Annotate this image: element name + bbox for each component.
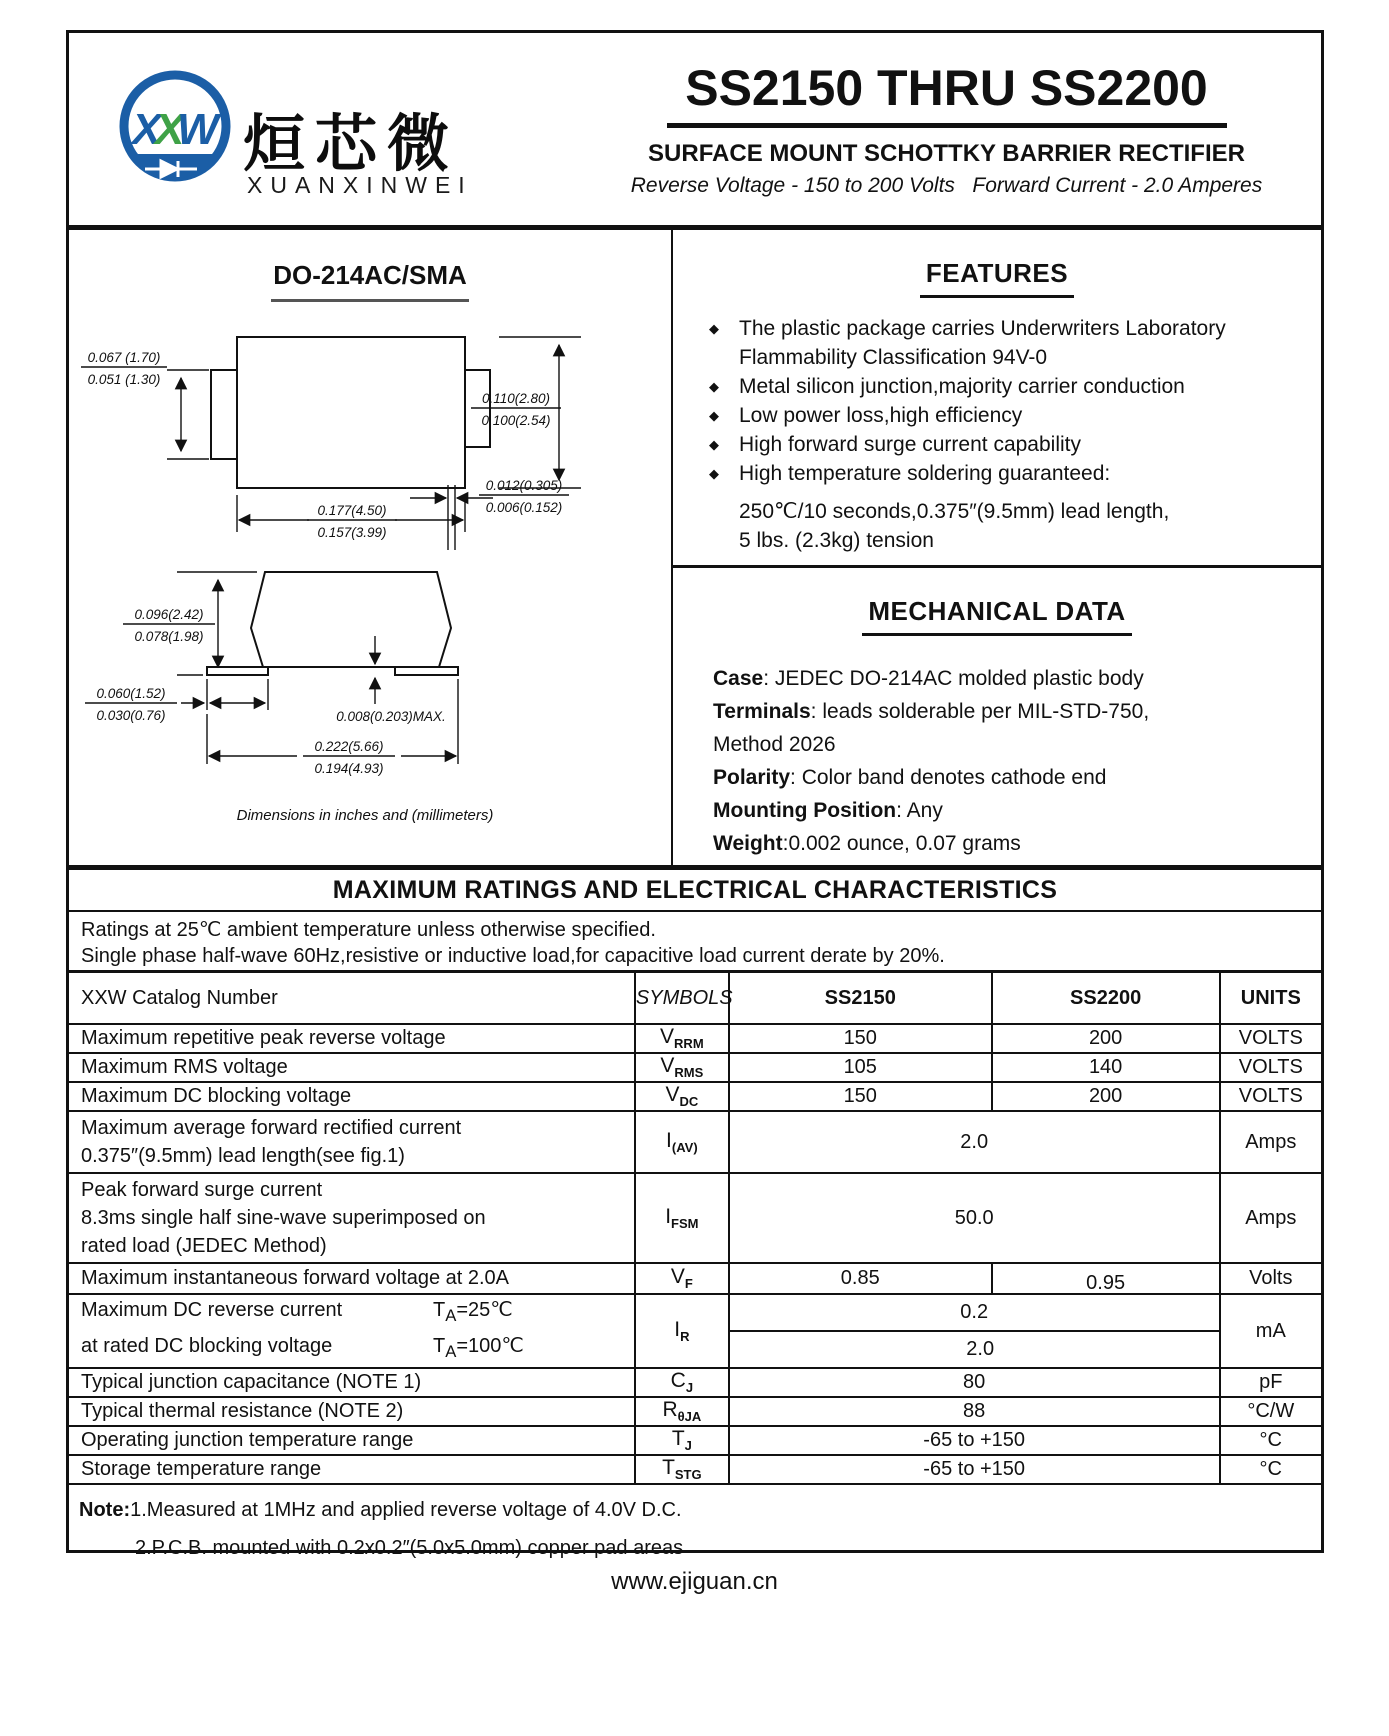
feature-item: ◆ High temperature soldering guaranteed: (709, 459, 1321, 488)
bullet-icon (709, 526, 739, 555)
svg-text:0.067 (1.70): 0.067 (1.70) (87, 350, 161, 365)
svg-text:0.030(0.76): 0.030(0.76) (96, 708, 166, 723)
package-name-heading: DO-214AC/SMA (69, 260, 671, 302)
table-row-tstg: Storage temperature range $T_{STG}$ -65 to +150 °C (69, 1455, 1321, 1484)
dim-body-height (471, 337, 581, 488)
svg-text:0.096(2.42): 0.096(2.42) (134, 607, 204, 622)
dim-profile-height (123, 572, 257, 675)
bullet-icon: ◆ (709, 321, 719, 336)
svg-text:0.060(1.52): 0.060(1.52) (96, 686, 166, 701)
table-row-vrrm: Maximum repetitive peak reverse voltage $V_{RRM}$ 150 200 VOLTS (69, 1024, 1321, 1053)
package-side-view-drawing (69, 478, 673, 838)
features-heading: FEATURES (673, 258, 1321, 298)
notes-section (69, 1485, 1321, 1563)
header (69, 33, 1321, 230)
feature-item: ◆ Low power loss,high efficiency (709, 401, 1321, 430)
ratings-conditions (69, 912, 1321, 973)
feature-item: 5 lbs. (2.3kg) tension (709, 526, 1321, 555)
package-body-top-view (211, 337, 490, 488)
feature-item: ◆ High forward surge current capability (709, 430, 1321, 459)
mechanical-line: Terminals: leads solderable per MIL-STD-750, (713, 700, 1150, 723)
table-row-vdc: Maximum DC blocking voltage $V_{DC}$ 150 200 VOLTS (69, 1082, 1321, 1111)
device-subtitle: SURFACE MOUNT SCHOTTKY BARRIER RECTIFIER (648, 140, 1245, 167)
svg-text:0.006(0.152): 0.006(0.152) (485, 500, 563, 515)
table-row-rthja: Typical thermal resistance (NOTE 2) $R_{\theta JA}$ 88 °C/W (69, 1397, 1321, 1426)
note-2: 2.P.C.B. mounted with 0.2x0.2″(5.0x5.0mm) copper pad areas (135, 1537, 684, 1559)
mechanical-data-section (673, 568, 1321, 865)
part1-header-cell: SS2150 (729, 973, 992, 1024)
feature-item: Flammability Classification 94V-0 (709, 343, 1321, 372)
units-header-cell: UNITS (1220, 973, 1321, 1024)
svg-text:0.008(0.203)MAX.: 0.008(0.203)MAX. (336, 709, 446, 724)
bullet-icon: ◆ (709, 437, 719, 452)
svg-text:0.012(0.305): 0.012(0.305) (485, 478, 563, 493)
feature-item: 250℃/10 seconds,0.375″(9.5mm) lead length, (709, 497, 1321, 526)
mechanical-data-heading: MECHANICAL DATA (673, 596, 1321, 636)
dim-overall-width (207, 679, 458, 776)
drawing-caption: Dimensions in inches and (millimeters) (236, 807, 494, 824)
table-row-tj: Operating junction temperature range $T_J$ -65 to +150 °C (69, 1426, 1321, 1455)
feature-item: ◆ The plastic package carries Underwriters Laboratory (709, 314, 1321, 343)
table-row-vf: Maximum instantaneous forward voltage at 2.0A $V_F$ 0.85 0.95 Volts (69, 1263, 1321, 1294)
table-row-iav: Maximum average forward rectified current 0.375″(9.5mm) lead length(see fig.1) $I_{(AV)}$ 2.0 Amps (69, 1111, 1321, 1173)
part-number-title: SS2150 THRU SS2200 (685, 60, 1208, 116)
part2-header-cell: SS2200 (992, 973, 1220, 1024)
svg-text:0.177(4.50): 0.177(4.50) (317, 503, 387, 518)
bullet-icon (709, 343, 739, 372)
catalog-header-cell: XXW Catalog Number (69, 973, 635, 1024)
mechanical-line: Polarity: Color band denotes cathode end (713, 766, 1107, 789)
svg-text:0.194(4.93): 0.194(4.93) (314, 761, 384, 776)
table-row-ir-25c: Maximum DC reverse current $T_A=25℃$ at rated DC blocking voltage $T_A=100℃$ $I_R$ 0.2 mA (69, 1294, 1321, 1331)
svg-text:0.051 (1.30): 0.051 (1.30) (87, 372, 161, 387)
ratings-title-bar: MAXIMUM RATINGS AND ELECTRICAL CHARACTERISTICS (69, 870, 1321, 912)
mechanical-line: Weight:0.002 ounce, 0.07 grams (713, 832, 1021, 855)
svg-text:0.222(5.66): 0.222(5.66) (314, 739, 384, 754)
feature-item: ◆ Metal silicon junction,majority carrier conduction (709, 372, 1321, 401)
bullet-icon: ◆ (709, 466, 719, 481)
bullet-icon: ◆ (709, 408, 719, 423)
logo-letter-x1: X (132, 105, 162, 154)
company-name-chinese: 烜芯微 (243, 110, 460, 179)
bullet-icon (709, 497, 739, 526)
ratings-table (69, 973, 1321, 1485)
table-row-ifsm: Peak forward surge current 8.3ms single half sine-wave superimposed on rated load (JEDEC Method) $I_{FSM}$ 50.0 Amps (69, 1173, 1321, 1263)
svg-text:0.110(2.80): 0.110(2.80) (481, 391, 551, 406)
table-row-ir-100c: 2.0 (69, 1331, 1321, 1368)
logo-mark-icon (115, 66, 235, 188)
dim-foot-length (85, 679, 268, 723)
ratings-condition-2: Single phase half-wave 60Hz,resistive or inductive load,for capacitive load current derate by 20%. (81, 945, 945, 967)
title-underline (667, 123, 1227, 128)
test-condition: $T_A=100℃$ (433, 1335, 524, 1361)
title-block (589, 33, 1304, 198)
note-1: Note:1.Measured at 1MHz and applied reverse voltage of 4.0V D.C. (79, 1499, 682, 1521)
table-header-row (69, 973, 1321, 1024)
svg-text:0.078(1.98): 0.078(1.98) (134, 629, 204, 644)
company-name-latin: XUANXINWEI (247, 172, 473, 198)
right-pane (673, 230, 1321, 865)
table-row-cj: Typical junction capacitance (NOTE 1) $C_J$ 80 pF (69, 1368, 1321, 1397)
datasheet-frame (66, 30, 1324, 1559)
logo-letter-x2: X (155, 105, 185, 154)
mechanical-line: Case: JEDEC DO-214AC molded plastic body (713, 667, 1144, 690)
bullet-icon: ◆ (709, 379, 719, 394)
logo-letter-w: W (177, 105, 219, 154)
table-row-vrms: Maximum RMS voltage $V_{RMS}$ 105 140 VOLTS (69, 1053, 1321, 1082)
footer-website: www.ejiguan.cn (611, 1568, 778, 1595)
ratings-condition-1: Ratings at 25℃ ambient temperature unless otherwise specified. (81, 919, 656, 941)
test-condition: $T_A=25℃$ (433, 1299, 513, 1325)
package-body-side-view (207, 572, 458, 675)
mechanical-line: Mounting Position: Any (713, 799, 943, 822)
dim-lead-thickness (410, 478, 569, 550)
package-drawing-pane (69, 230, 673, 865)
middle-section (69, 230, 1321, 870)
features-section (673, 230, 1321, 568)
ratings-tagline: Reverse Voltage - 150 to 200 Volts Forward Current - 2.0 Amperes (630, 174, 1263, 197)
symbols-header-cell: SYMBOLS (635, 973, 729, 1024)
svg-text:0.157(3.99): 0.157(3.99) (317, 525, 387, 540)
mechanical-line: Method 2026 (713, 733, 836, 756)
dim-lead-height (81, 350, 209, 459)
svg-text:0.100(2.54): 0.100(2.54) (481, 413, 551, 428)
